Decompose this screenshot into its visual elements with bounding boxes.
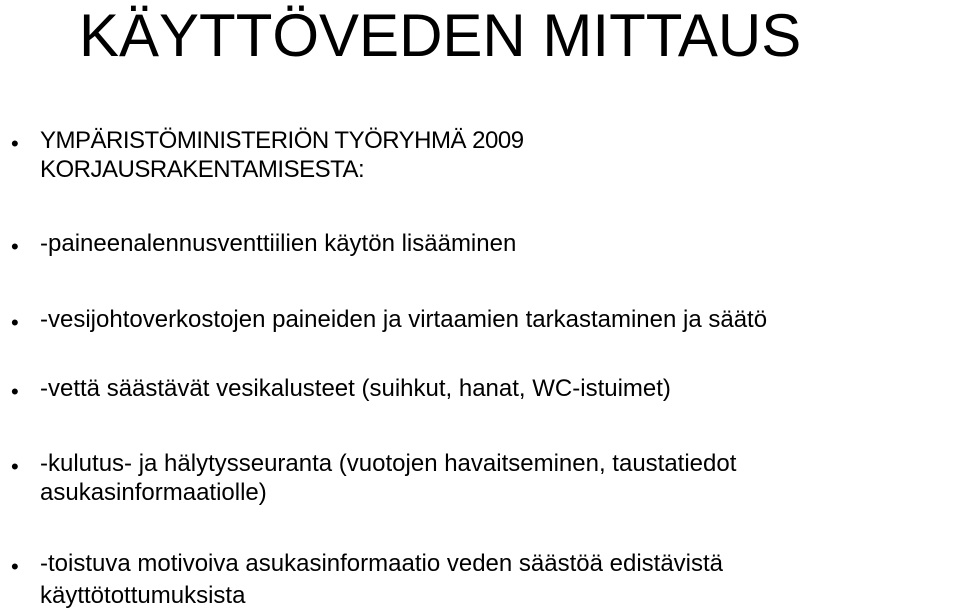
slide-title: KÄYTTÖVEDEN MITTAUS	[79, 2, 802, 69]
bullet-text-line: KORJAUSRAKENTAMISESTA:	[40, 156, 365, 183]
bullet-dot-icon: •	[11, 131, 19, 156]
bullet-text-line: -toistuva motivoiva asukasinformaatio veden säästöä edistävistä	[40, 550, 724, 577]
bullet-text-line: asukasinformaatiolle)	[40, 479, 267, 506]
bullet-dot-icon: •	[11, 310, 19, 335]
bullet-text-line: -vettä säästävät vesikalusteet (suihkut, hanat, WC-istuimet)	[40, 375, 671, 402]
bullet-text-line: -paineenalennusventtiilien käytön lisääminen	[40, 230, 517, 257]
bullet-dot-icon: •	[11, 234, 19, 259]
bullet-dot-icon: •	[11, 554, 19, 579]
bullet-text-line: YMPÄRISTÖMINISTERIÖN TYÖRYHMÄ 2009	[40, 127, 524, 154]
bullet-text-line: käyttötottumuksista	[40, 582, 246, 609]
bullet-dot-icon: •	[11, 379, 19, 404]
bullet-text-line: -kulutus- ja hälytysseuranta (vuotojen havaitseminen, taustatiedot	[40, 450, 737, 477]
bullet-dot-icon: •	[11, 454, 19, 479]
bullet-text-line: -vesijohtoverkostojen paineiden ja virtaamien tarkastaminen ja säätö	[40, 306, 768, 333]
